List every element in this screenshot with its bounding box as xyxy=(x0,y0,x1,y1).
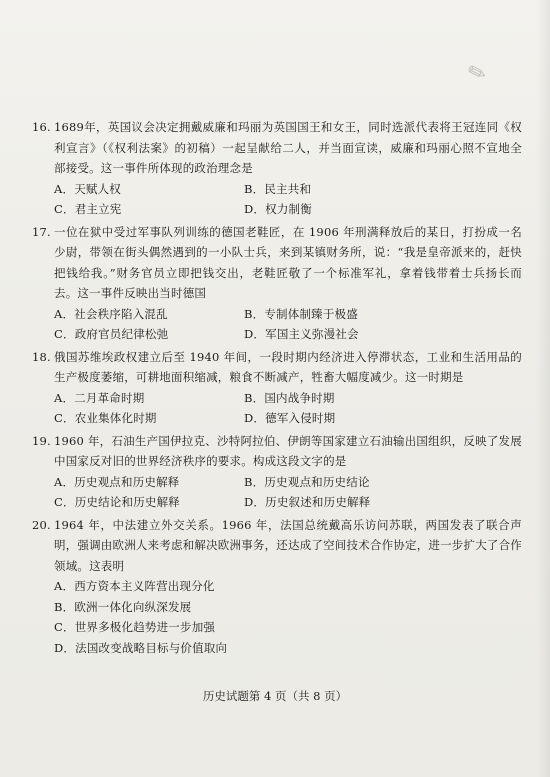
question-20 xyxy=(32,515,522,659)
question-number: 20. xyxy=(32,517,51,532)
option-c: C．历史结论和历史解释 xyxy=(54,495,180,509)
option-b: B．历史观点和历史结论 xyxy=(244,474,370,489)
option-c: C．政府官员纪律松弛 xyxy=(54,327,169,341)
option-a: A．西方资本主义阵营出现分化 xyxy=(54,579,215,593)
question-number: 19. xyxy=(32,433,51,448)
option-list xyxy=(32,388,522,429)
option-b: B．国内战争时期 xyxy=(244,390,335,405)
option-b: B．欧洲一体化向纵深发展 xyxy=(54,599,192,614)
question-number: 16. xyxy=(32,120,51,134)
question-stem: 一位在狱中受过军事队列训练的德国老鞋匠，在 1906 年刑满释放后的某日，打扮成一名少尉，带领在街头偶然遇到的一小队士兵，来到某镇财务所，说：“我是皇帝派来的，赶快把钱给我。”财务官员立即把钱交出，老鞋匠敬了一个标准军礼，拿着钱带着士兵扬长而去。这一事件反映出当时德国 xyxy=(54,224,522,300)
option-d: D．历史叙述和历史解释 xyxy=(244,495,371,509)
page-footer: 历史试题第 4 页（共 8 页） xyxy=(202,689,348,703)
option-a: A．社会秩序陷入混乱 xyxy=(54,306,168,321)
option-d: D．权力制衡 xyxy=(244,202,312,216)
option-d: D．德军入侵时期 xyxy=(244,411,336,425)
question-17 xyxy=(32,222,522,345)
question-stem: 1689年，英国议会决定拥戴威廉和玛丽为英国国王和女王，同时选派代表将王冠连同《权利宣言》（《权利法案》的初稿）一起呈献给二人，并当面宣读，威廉和玛丽心照不宣地全部接受。这一事件所体现的政治理念是 xyxy=(54,120,522,175)
option-b: B．民主共和 xyxy=(244,181,312,196)
option-list xyxy=(32,472,522,513)
question-stem: 俄国苏维埃政权建立后至 1940 年间，一段时期内经济进入停滞状态，工业和生活用品的生产极度萎缩，可耕地面积缩减，粮食不断减产，牲畜大幅度减少。这一时期是 xyxy=(54,349,522,384)
question-number: 17. xyxy=(32,224,51,239)
option-list xyxy=(32,179,522,220)
option-b: B．专制体制臻于极盛 xyxy=(244,306,358,321)
question-18 xyxy=(32,347,522,429)
question-19 xyxy=(32,431,522,513)
question-stem: 1960 年，石油生产国伊拉克、沙特阿拉伯、伊朗等国家建立石油输出国组织，反映了发展中国家反对旧的世界经济秩序的要求。构成这段文字的是 xyxy=(54,433,522,468)
option-a: A．天赋人权 xyxy=(54,181,122,196)
option-list xyxy=(32,304,522,345)
option-a: A．历史观点和历史解释 xyxy=(54,474,180,489)
option-a: A．二月革命时期 xyxy=(54,390,145,405)
scan-shadow xyxy=(536,0,550,777)
question-list xyxy=(32,117,522,660)
option-d: D．法国改变战略目标与价值取向 xyxy=(54,640,228,655)
option-c: C．世界多极化趋势进一步加强 xyxy=(54,620,216,634)
question-stem: 1964 年，中法建立外交关系。1966 年，法国总统戴高乐访问苏联，两国发表了联合声明，强调由欧洲人来考虑和解决欧洲事务，还达成了空间技术合作协定，进一步扩大了合作领域。这表明 xyxy=(54,517,522,573)
question-16 xyxy=(32,117,522,220)
ink-bleed-mark: ✎ xyxy=(464,58,490,89)
option-list xyxy=(32,576,522,658)
option-c: C．君主立宪 xyxy=(54,202,122,216)
option-c: C．农业集体化时期 xyxy=(54,411,157,425)
option-d: D．军国主义弥漫社会 xyxy=(244,327,359,341)
question-number: 18. xyxy=(32,349,51,364)
